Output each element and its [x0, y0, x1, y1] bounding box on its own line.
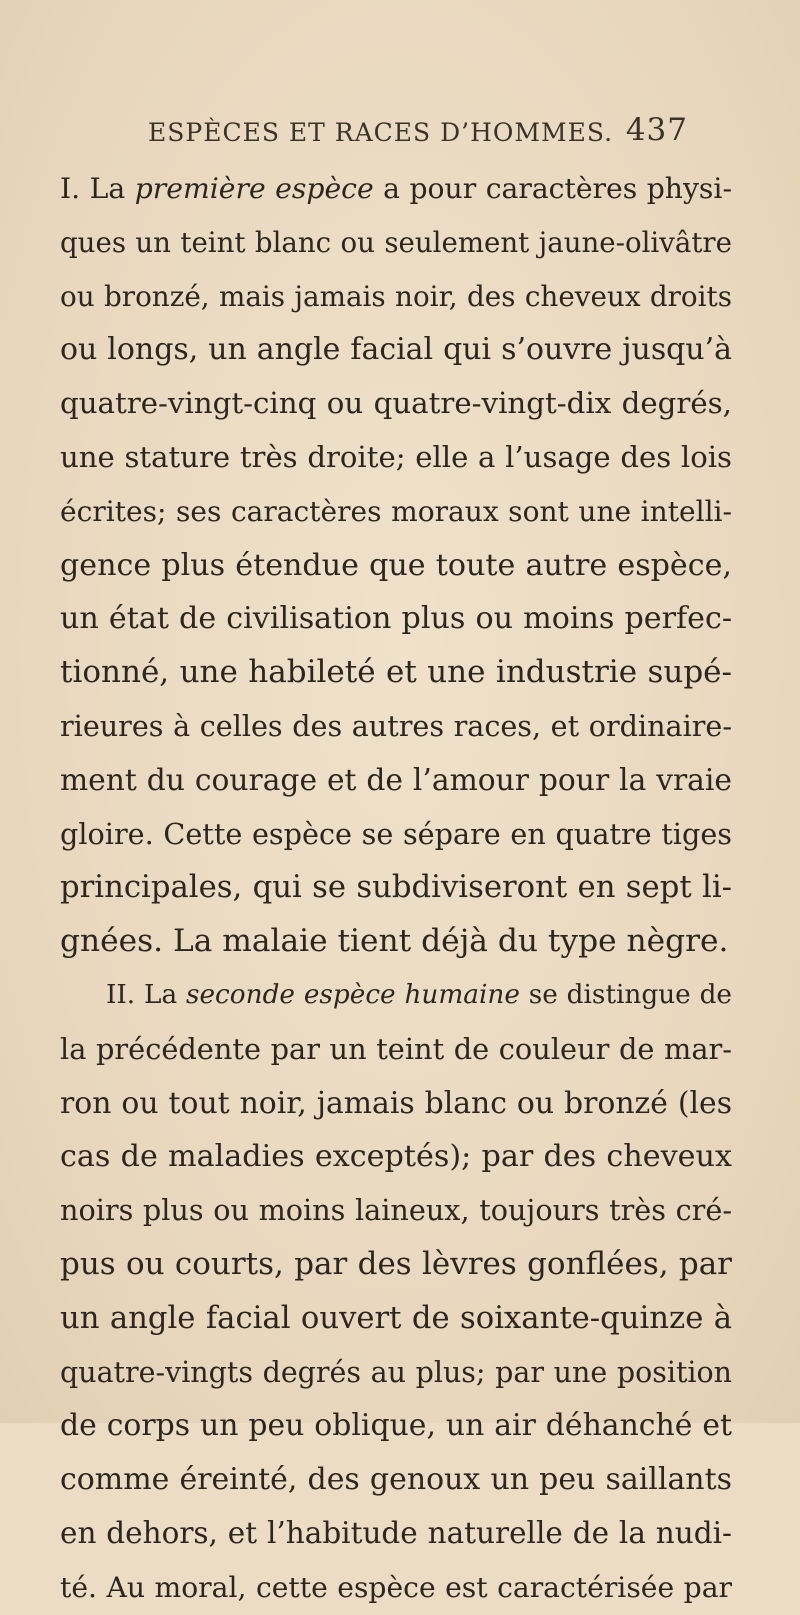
text-line: gnées. La malaie tient déjà du type nègre. — [60, 923, 729, 960]
text-line: I. La première espèce a pour caractères physi- — [60, 172, 732, 205]
running-header — [148, 112, 688, 158]
text-line: II. La seconde espèce humaine se distingue de — [106, 979, 732, 1010]
text-line: tionné, une habileté et une industrie supé- — [60, 654, 732, 691]
text-line: quatre-vingt-cinq ou quatre-vingt-dix degrés, — [60, 386, 732, 421]
text-line: ques un teint blanc ou seulement jaune-olivâtre — [60, 225, 732, 259]
text-line: la précédente par un teint de couleur de mar- — [60, 1031, 732, 1066]
text-line: de corps un peu oblique, un air déhanché et — [60, 1408, 732, 1444]
text-line: ou longs, un angle facial qui s’ouvre jusqu’à — [60, 332, 732, 368]
text-line: gence plus étendue que toute autre espèce, — [60, 547, 732, 583]
text-line: comme éreinté, des genoux un peu saillants — [60, 1462, 732, 1498]
text-line: un angle facial ouvert de soixante-quinze à — [60, 1300, 732, 1336]
text-line: principales, qui se subdiviseront en sept li- — [60, 870, 732, 906]
running-title: ESPÈCES ET RACES D’HOMMES. — [148, 118, 614, 147]
text-line: pus ou courts, par des lèvres gonflées, par — [60, 1245, 732, 1282]
text-line: quatre-vingts degrés au plus; par une position — [60, 1355, 732, 1389]
body-text — [60, 162, 732, 1615]
text-line: gloire. Cette espèce se sépare en quatre tiges — [60, 816, 732, 851]
text-line: cas de maladies exceptés); par des cheveux — [60, 1139, 732, 1175]
text-line: té. Au moral, cette espèce est caractérisée par — [60, 1570, 732, 1604]
text-line: écrites; ses caractères moraux sont une intelli- — [60, 494, 732, 528]
text-line: ron ou tout noir, jamais blanc ou bronzé (les — [60, 1085, 732, 1121]
text-line: une stature très droite; elle a l’usage des lois — [60, 439, 732, 474]
text-line: ment du courage et de l’amour pour la vraie — [60, 762, 732, 798]
text-line: rieures à celles des autres races, et ordinaire- — [60, 708, 732, 743]
text-line: noirs plus ou moins laineux, toujours très cré- — [60, 1193, 732, 1228]
text-line: en dehors, et l’habitude naturelle de la nudi- — [60, 1515, 732, 1550]
page-number: 437 — [625, 112, 688, 148]
text-line: un état de civilisation plus ou moins perfec- — [60, 601, 732, 637]
text-line: ou bronzé, mais jamais noir, des cheveux droits — [60, 279, 732, 313]
